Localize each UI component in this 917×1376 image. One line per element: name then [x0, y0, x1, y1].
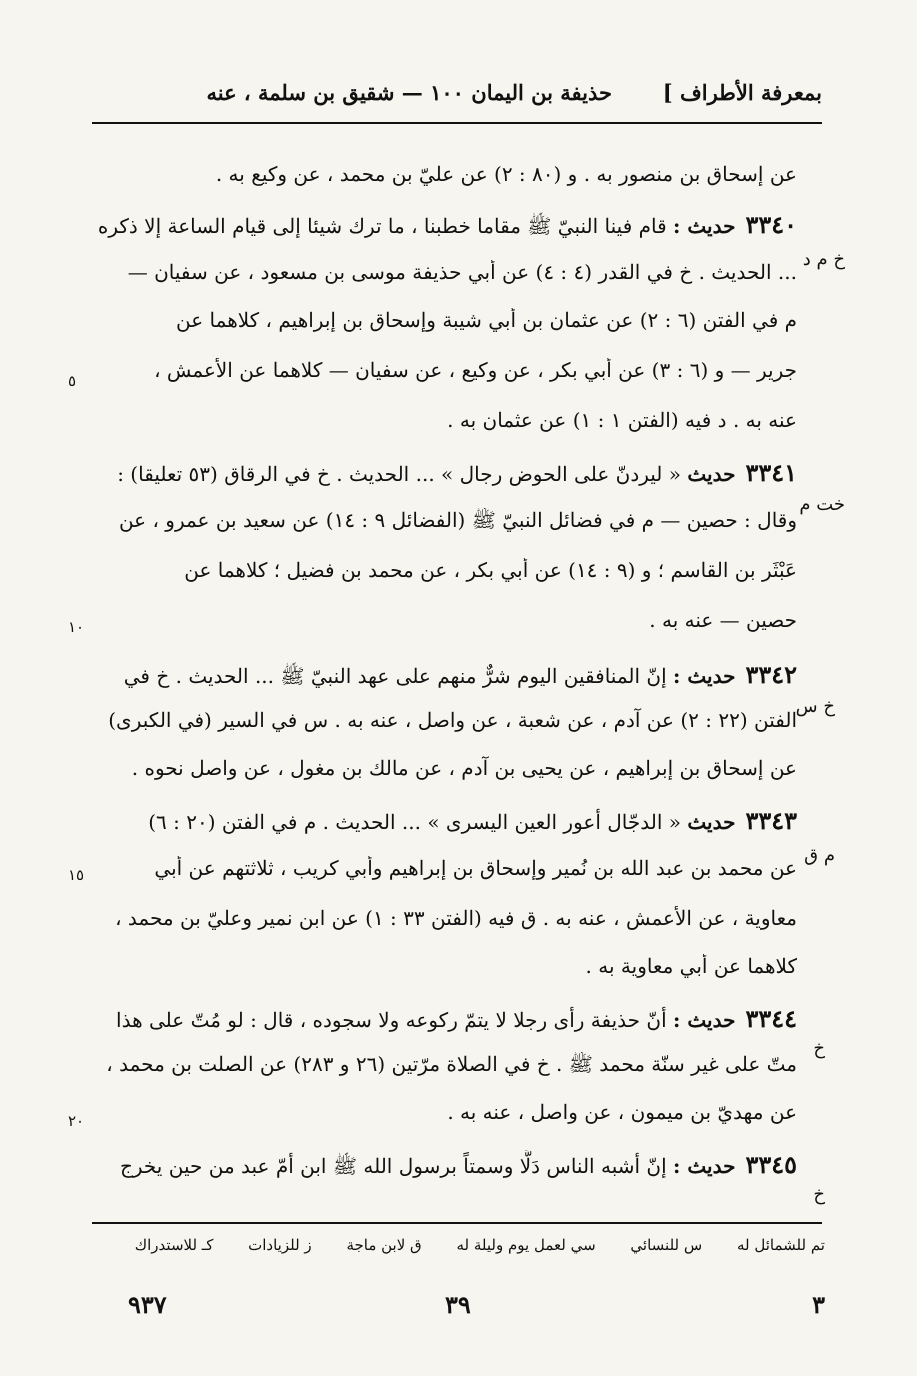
hadith-keyword: حديث : — [673, 1154, 736, 1178]
hadith-keyword: حديث : — [673, 214, 736, 238]
text-line — [97, 906, 797, 946]
line-text: وقال : حصين — م في فضائل النبيّ ﷺ (الفضائل ٩ : ١٤) عن سعيد بن عمرو ، عن — [118, 508, 797, 532]
legend-item: كـ للاستدراك — [134, 1236, 214, 1254]
margin-siglum: خ — [813, 1184, 825, 1205]
line-text: عن إسحاق بن إبراهيم ، عن يحيى بن آدم ، عن مالك بن مغول ، عن واصل نحوه . — [131, 756, 797, 780]
line-text: متّ على غير سنّة محمد ﷺ . خ في الصلاة مرّتين (٢٦ و ٢٨٣) عن الصلت بن محمد ، — [106, 1052, 797, 1076]
hadith-number: ٣٣٤٠ — [745, 210, 797, 239]
line-text: الفتن (٢٢ : ٢) عن آدم ، عن شعبة ، عن واصل ، عنه به . س في السير (في الكبرى) — [108, 708, 797, 732]
text-line — [97, 954, 797, 994]
line-number: ١٥ — [68, 866, 85, 884]
line-text: عنه به . د فيه (الفتن ١ : ١) عن عثمان به . — [447, 408, 797, 432]
text-line — [97, 408, 797, 448]
text-line — [97, 856, 797, 896]
line-text: أنّ حذيفة رأى رجلا لا يتمّ ركوعه ولا سجوده ، قال : لو مُتّ على هذا — [116, 1008, 667, 1032]
line-text: عن محمد بن عبد الله بن نُمير وإسحاق بن إبراهيم وأبي كريب ، ثلاثتهم عن أبي — [154, 856, 797, 880]
page-number-right: ٣ — [812, 1290, 825, 1319]
text-line — [97, 458, 797, 498]
hadith-keyword: حديث : — [673, 664, 736, 688]
legend-item: ق لابن ماجة — [346, 1236, 422, 1254]
header-rule — [92, 122, 822, 124]
text-line — [97, 308, 797, 348]
line-number: ٢٠ — [68, 1112, 85, 1130]
legend-item: ز للزيادات — [248, 1236, 312, 1254]
line-text: جرير — و (٦ : ٣) عن أبي بكر ، عن وكيع ، عن سفيان — كلاهما عن الأعمش ، — [154, 358, 797, 382]
hadith-keyword: حديث : — [673, 1008, 736, 1032]
line-text: « الدجّال أعور العين اليسرى » ... الحديث . م في الفتن (٢٠ : ٦) — [148, 810, 681, 834]
text-line — [97, 162, 797, 202]
margin-siglum: م ق — [804, 845, 835, 866]
header-book-title: بمعرفة الأطراف ] — [662, 80, 822, 105]
line-text: عَبْثَر بن القاسم ؛ و (٩ : ١٤) عن أبي بكر ، عن محمد بن فضيل ؛ كلاهما عن — [184, 558, 797, 582]
legend-item: س للنسائي — [630, 1236, 703, 1254]
line-text: حصين — عنه به . — [649, 608, 797, 632]
text-line — [97, 708, 797, 748]
header-section-title: حذيفة بن اليمان ١٠٠ — شقيق بن سلمة ، عنه — [206, 80, 612, 105]
text-line — [97, 1100, 797, 1140]
footer-legend — [95, 1236, 825, 1254]
page-number-left: ٩٣٧ — [128, 1290, 167, 1319]
margin-siglum: خ س — [795, 696, 835, 717]
line-text: عن إسحاق بن منصور به . و (٨٠ : ٢) عن عليّ بن محمد ، عن وكيع به . — [215, 162, 797, 186]
line-text: قام فينا النبيّ ﷺ مقاما خطبنا ، ما ترك شيئا إلى قيام الساعة إلا ذكره — [97, 214, 667, 238]
legend-item: تم للشمائل له — [736, 1236, 825, 1254]
hadith-number: ٣٣٤٢ — [745, 660, 797, 689]
footer-rule — [92, 1222, 822, 1224]
hadith-number: ٣٣٤٤ — [745, 1004, 797, 1033]
text-line — [97, 508, 797, 548]
line-text: معاوية ، عن الأعمش ، عنه به . ق فيه (الفتن ٣٣ : ١) عن ابن نمير وعليّ بن محمد ، — [115, 906, 797, 930]
text-line — [97, 260, 797, 300]
hadith-keyword: حديث — [687, 810, 736, 834]
line-text: « ليردنّ على الحوض رجال » ... الحديث . خ في الرقاق (٥٣ تعليقا) : — [117, 462, 681, 486]
hadith-number: ٣٣٤١ — [745, 458, 797, 487]
hadith-number: ٣٣٤٣ — [745, 806, 797, 835]
text-line — [97, 210, 797, 250]
line-text: ... الحديث . خ في القدر (٤ : ٤) عن أبي حذيفة موسى بن مسعود ، عن سفيان — — [127, 260, 797, 284]
text-line — [97, 1004, 797, 1044]
margin-siglum: خ — [813, 1038, 825, 1059]
text-line — [97, 1052, 797, 1092]
running-header — [92, 74, 822, 114]
text-line — [97, 608, 797, 648]
margin-siglum: خت م — [799, 494, 845, 515]
margin-siglum: خ م د — [802, 249, 845, 270]
hadith-keyword: حديث — [687, 462, 736, 486]
text-line — [97, 558, 797, 598]
legend-item: سي لعمل يوم وليلة له — [456, 1236, 596, 1254]
page-number-center: ٣٩ — [445, 1290, 471, 1319]
text-line — [97, 1150, 797, 1190]
line-text: إنّ أشبه الناس دَلًّا وسمتاً برسول الله ﷺ ابن أمّ عبد من حين يخرج — [119, 1154, 667, 1178]
text-line — [97, 358, 797, 398]
hadith-number: ٣٣٤٥ — [745, 1150, 797, 1179]
line-text: م في الفتن (٦ : ٢) عن عثمان بن أبي شيبة وإسحاق بن إبراهيم ، كلاهما عن — [176, 308, 797, 332]
line-text: عن مهديّ بن ميمون ، عن واصل ، عنه به . — [447, 1100, 797, 1124]
line-text: كلاهما عن أبي معاوية به . — [585, 954, 797, 978]
line-number: ١٠ — [68, 618, 85, 636]
text-line — [97, 660, 797, 700]
text-line — [97, 756, 797, 796]
text-line — [97, 806, 797, 846]
line-number: ٥ — [68, 372, 77, 390]
line-text: إنّ المنافقين اليوم شرٌّ منهم على عهد النبيّ ﷺ ... الحديث . خ في — [123, 664, 667, 688]
